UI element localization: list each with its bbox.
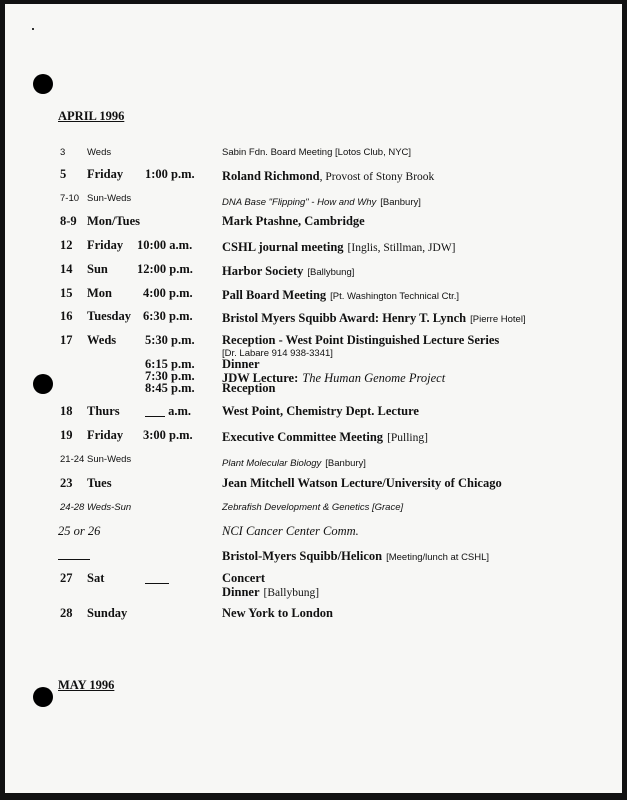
april-header: APRIL 1996 <box>58 109 125 123</box>
row-date: 7-10 <box>60 193 80 204</box>
row-date: 12 <box>60 238 73 252</box>
row-date: 17 <box>60 333 73 347</box>
row-day: Friday <box>87 167 124 181</box>
row-day: Friday <box>87 428 124 442</box>
row-day: Sun <box>87 262 108 276</box>
row-date: 3 <box>60 147 66 158</box>
may-header: MAY 1996 <box>58 678 115 692</box>
row-day: Mon/Tues <box>87 214 141 228</box>
row-time: 3:00 p.m. <box>143 428 193 442</box>
row-event: NCI Cancer Center Comm. <box>222 524 359 538</box>
row-day: Sunday <box>87 606 128 620</box>
blank-line <box>145 573 169 584</box>
row-day: Weds <box>87 333 117 347</box>
row-date: 28 <box>60 606 73 620</box>
row-day: Weds-Sun <box>87 502 132 513</box>
row-time: 4:00 p.m. <box>143 286 193 300</box>
row-time: 12:00 p.m. <box>137 262 193 276</box>
punch-hole-top <box>33 74 53 94</box>
row-day: Thurs <box>87 404 120 418</box>
row-event: DNA Base "Flipping" - How and Why [Banbury] <box>222 197 421 208</box>
row-date: 24-28 <box>60 502 85 513</box>
row-time: 5:30 p.m. <box>145 333 195 347</box>
row-day: Tuesday <box>87 309 132 323</box>
row-date <box>58 547 90 565</box>
blank-line <box>58 550 90 560</box>
row-day: Weds <box>87 147 112 158</box>
row-time: 10:00 a.m. <box>137 238 193 252</box>
row-event: Reception <box>222 381 276 395</box>
row-date: 18 <box>60 404 73 418</box>
row-day: Sun-Weds <box>87 454 132 465</box>
row-time: 6:30 p.m. <box>143 309 193 323</box>
row-event: Roland Richmond, Provost of Stony Brook <box>222 169 435 183</box>
row-day: Mon <box>87 286 112 300</box>
row-date: 23 <box>60 476 73 490</box>
row-time <box>145 571 169 589</box>
row-event: Harbor Society [Ballybung] <box>222 264 355 278</box>
row-time: 6:15 p.m. <box>145 357 195 371</box>
row-event: Bristol Myers Squibb Award: Henry T. Lynch [Pierre Hotel] <box>222 311 526 325</box>
row-day: Friday <box>87 238 124 252</box>
speck-mark <box>32 28 34 30</box>
row-event: Zebrafish Development & Genetics [Grace] <box>222 502 404 513</box>
row-event: Dinner <box>222 357 260 371</box>
blank-line <box>145 404 165 417</box>
row-event: Pall Board Meeting [Pt. Washington Technical Ctr.] <box>222 288 459 302</box>
row-event: Dinner [Ballybung] <box>222 585 320 599</box>
row-time: 7:30 p.m. <box>145 369 195 383</box>
row-time: 8:45 p.m. <box>145 381 195 395</box>
row-event: Reception - West Point Distinguished Lecture Series <box>222 333 500 347</box>
row-note: [Dr. Labare 914 938-3341] <box>222 348 333 359</box>
row-date: 19 <box>60 428 73 442</box>
row-event: Bristol-Myers Squibb/Helicon [Meeting/lunch at CSHL] <box>222 549 490 563</box>
row-day: Tues <box>87 476 112 490</box>
row-event: West Point, Chemistry Dept. Lecture <box>222 404 419 418</box>
row-date: 16 <box>60 309 73 323</box>
row-date: 25 or 26 <box>58 524 101 538</box>
row-event: Jean Mitchell Watson Lecture/University of Chicago <box>222 476 502 490</box>
row-date: 5 <box>60 167 67 181</box>
row-event: Executive Committee Meeting [Pulling] <box>222 430 428 444</box>
row-date: 27 <box>60 571 73 585</box>
row-date: 14 <box>60 262 73 276</box>
punch-hole-middle <box>33 374 53 394</box>
row-time: 1:00 p.m. <box>145 167 195 181</box>
row-date: 21-24 <box>60 454 85 465</box>
row-date: 8-9 <box>60 214 77 228</box>
row-event: Sabin Fdn. Board Meeting [Lotos Club, NYC] <box>222 147 412 158</box>
row-event: Concert <box>222 571 266 585</box>
row-time: a.m. <box>145 404 191 419</box>
row-event: CSHL journal meeting [Inglis, Stillman, JDW] <box>222 240 456 254</box>
row-event: Mark Ptashne, Cambridge <box>222 214 365 228</box>
row-event: JDW Lecture: The Human Genome Project <box>222 371 446 385</box>
row-event: Plant Molecular Biology [Banbury] <box>222 458 366 469</box>
row-day: Sat <box>87 571 105 585</box>
punch-hole-bottom <box>33 687 53 707</box>
row-day: Sun-Weds <box>87 193 132 204</box>
row-date: 15 <box>60 286 73 300</box>
row-event: New York to London <box>222 606 334 620</box>
